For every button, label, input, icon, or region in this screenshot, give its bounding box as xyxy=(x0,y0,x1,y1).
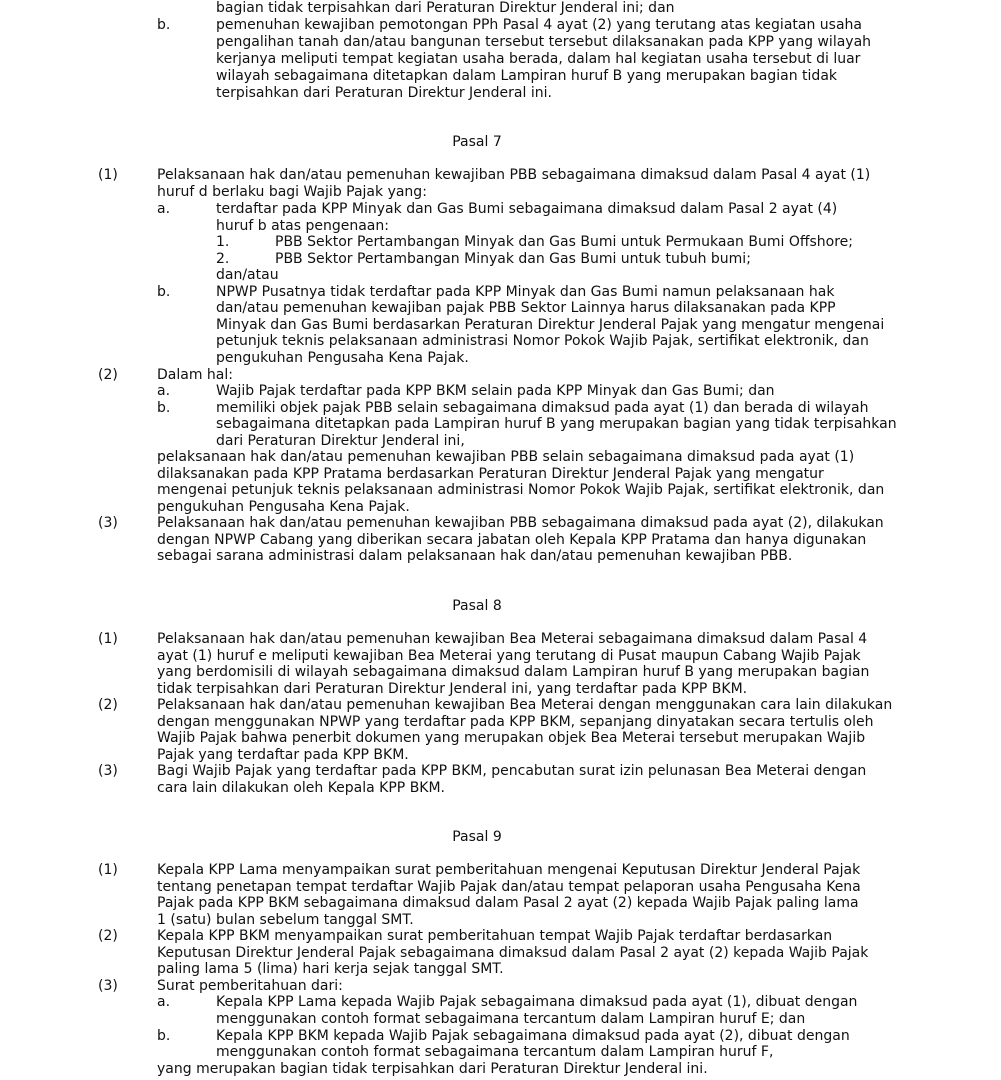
text-line: petunjuk teknis pelaksanaan administrasi Nomor Pokok Wajib Pajak, sertifikat elektronik, dan xyxy=(216,333,869,349)
text-line: Wajib Pajak bahwa penerbit dokumen yang merupakan objek Bea Meterai tersebut merupakan Wajib xyxy=(157,730,866,746)
text-line: Kepala KPP BKM kepada Wajib Pajak sebagaimana dimaksud pada ayat (2), dibuat dengan xyxy=(216,1028,850,1044)
text-line: pengalihan tanah dan/atau bangunan tersebut tersebut dilaksanakan pada KPP yang wilayah xyxy=(216,34,872,50)
text-line: NPWP Pusatnya tidak terdaftar pada KPP Minyak dan Gas Bumi namun pelaksanaan hak xyxy=(216,284,835,300)
text-line: Surat pemberitahuan dari: xyxy=(157,978,343,994)
text-line: paling lama 5 (lima) hari kerja sejak tanggal SMT. xyxy=(157,961,504,977)
text-line: Kepala KPP Lama menyampaikan surat pemberitahuan mengenai Keputusan Direktur Jenderal Pajak xyxy=(157,862,861,878)
text-line: ayat (1) huruf e meliputi kewajiban Bea Meterai yang terutang di Pusat maupun Cabang Wajib Pajak xyxy=(157,648,861,664)
text-line: cara lain dilakukan oleh Kepala KPP BKM. xyxy=(157,780,446,796)
text-line: yang merupakan bagian tidak terpisahkan dari Peraturan Direktur Jenderal ini. xyxy=(157,1061,708,1077)
text-line: dengan menggunakan NPWP yang terdaftar pada KPP BKM, sepanjang dinyatakan secara tertulis oleh xyxy=(157,714,874,730)
list-marker: a. xyxy=(157,201,171,217)
text-line: Pelaksanaan hak dan/atau pemenuhan kewajiban PBB sebagaimana dimaksud pada ayat (2), dilakukan xyxy=(157,515,884,531)
text-line: Kepala KPP Lama kepada Wajib Pajak sebagaimana dimaksud pada ayat (1), dibuat dengan xyxy=(216,994,858,1010)
text-line: menggunakan contoh format sebagaimana tercantum dalam Lampiran huruf F, xyxy=(216,1044,774,1060)
text-line: Dalam hal: xyxy=(157,367,233,383)
text-line: pelaksanaan hak dan/atau pemenuhan kewajiban PBB selain sebagaimana dimaksud pada ayat (1) xyxy=(157,449,855,465)
text-line: pemenuhan kewajiban pemotongan PPh Pasal 4 ayat (2) yang terutang atas kegiatan usaha xyxy=(216,17,862,33)
text-line: yang berdomisili di wilayah sebagaimana dimaksud dalam Lampiran huruf B yang merupakan bagian xyxy=(157,664,870,680)
text-line: dari Peraturan Direktur Jenderal ini, xyxy=(216,433,465,449)
text-line: tidak terpisahkan dari Peraturan Direktur Jenderal ini, yang terdaftar pada KPP BKM. xyxy=(157,681,748,697)
section-heading: Pasal 9 xyxy=(452,829,502,845)
text-line: PBB Sektor Pertambangan Minyak dan Gas Bumi untuk Permukaan Bumi Offshore; xyxy=(275,234,854,250)
text-line: pengukuhan Pengusaha Kena Pajak. xyxy=(216,350,469,366)
text-line: wilayah sebagaimana ditetapkan dalam Lampiran huruf B yang merupakan bagian tidak xyxy=(216,68,838,84)
paragraph-number: (1) xyxy=(98,631,118,647)
text-line: dan/atau xyxy=(216,267,279,283)
text-line: Minyak dan Gas Bumi berdasarkan Peraturan Direktur Jenderal Pajak yang mengatur mengenai xyxy=(216,317,885,333)
text-line: memiliki objek pajak PBB selain sebagaimana dimaksud pada ayat (1) dan berada di wilayah xyxy=(216,400,869,416)
text-line: sebagai sarana administrasi dalam pelaksanaan hak dan/atau pemenuhan kewajiban PBB. xyxy=(157,548,793,564)
text-line: terdaftar pada KPP Minyak dan Gas Bumi sebagaimana dimaksud dalam Pasal 2 ayat (4) xyxy=(216,201,838,217)
text-line: menggunakan contoh format sebagaimana tercantum dalam Lampiran huruf E; dan xyxy=(216,1011,806,1027)
text-line: tentang penetapan tempat terdaftar Wajib Pajak dan/atau tempat pelaporan usaha Pengusaha Kena xyxy=(157,879,861,895)
text-line: 1 (satu) bulan sebelum tanggal SMT. xyxy=(157,912,414,928)
list-marker: 1. xyxy=(216,234,230,250)
text-line: Keputusan Direktur Jenderal Pajak sebagaimana dimaksud dalam Pasal 2 ayat (2) kepada Wajib Pajak xyxy=(157,945,869,961)
list-marker: a. xyxy=(157,383,171,399)
text-line: dan/atau pemenuhan kewajiban pajak PBB Sektor Lainnya harus dilaksanakan pada KPP xyxy=(216,300,836,316)
paragraph-number: (3) xyxy=(98,515,118,531)
text-line: huruf d berlaku bagi Wajib Pajak yang: xyxy=(157,184,427,200)
text-line: terpisahkan dari Peraturan Direktur Jenderal ini. xyxy=(216,85,552,101)
text-line: dengan NPWP Cabang yang diberikan secara jabatan oleh Kepala KPP Pratama dan hanya digunakan xyxy=(157,532,867,548)
text-line: Pelaksanaan hak dan/atau pemenuhan kewajiban PBB sebagaimana dimaksud dalam Pasal 4 ayat (1) xyxy=(157,167,871,183)
section-heading: Pasal 8 xyxy=(452,598,502,614)
list-marker: b. xyxy=(157,1028,171,1044)
text-line: PBB Sektor Pertambangan Minyak dan Gas Bumi untuk tubuh bumi; xyxy=(275,251,751,267)
paragraph-number: (2) xyxy=(98,697,118,713)
paragraph-number: (2) xyxy=(98,367,118,383)
text-line: Kepala KPP BKM menyampaikan surat pemberitahuan tempat Wajib Pajak terdaftar berdasarkan xyxy=(157,928,833,944)
paragraph-number: (3) xyxy=(98,978,118,994)
text-line: sebagaimana ditetapkan pada Lampiran huruf B yang merupakan bagian yang tidak terpisahkan xyxy=(216,416,897,432)
text-line: Bagi Wajib Pajak yang terdaftar pada KPP BKM, pencabutan surat izin pelunasan Bea Meterai dengan xyxy=(157,763,867,779)
text-line: dilaksanakan pada KPP Pratama berdasarkan Peraturan Direktur Jenderal Pajak yang mengatur xyxy=(157,466,824,482)
text-line: bagian tidak terpisahkan dari Peraturan Direktur Jenderal ini; dan xyxy=(216,0,675,16)
paragraph-number: (2) xyxy=(98,928,118,944)
list-marker: 2. xyxy=(216,251,230,267)
text-line: Pajak yang terdaftar pada KPP BKM. xyxy=(157,747,409,763)
list-marker: b. xyxy=(157,17,171,33)
text-line: Pajak pada KPP BKM sebagaimana dimaksud dalam Pasal 2 ayat (2) kepada Wajib Pajak paling lama xyxy=(157,895,859,911)
list-marker: a. xyxy=(157,994,171,1010)
text-line: pengukuhan Pengusaha Kena Pajak. xyxy=(157,499,410,515)
section-heading: Pasal 7 xyxy=(452,134,502,150)
text-line: Pelaksanaan hak dan/atau pemenuhan kewajiban Bea Meterai dengan menggunakan cara lain dilakukan xyxy=(157,697,893,713)
text-line: mengenai petunjuk teknis pelaksanaan administrasi Nomor Pokok Wajib Pajak, sertifikat elektronik, dan xyxy=(157,482,885,498)
paragraph-number: (3) xyxy=(98,763,118,779)
text-line: kerjanya meliputi tempat kegiatan usaha berada, dalam hal kegiatan usaha tersebut di luar xyxy=(216,51,861,67)
list-marker: b. xyxy=(157,400,171,416)
text-line: Pelaksanaan hak dan/atau pemenuhan kewajiban Bea Meterai sebagaimana dimaksud dalam Pasal 4 xyxy=(157,631,868,647)
text-line: huruf b atas pengenaan: xyxy=(216,218,389,234)
list-marker: b. xyxy=(157,284,171,300)
paragraph-number: (1) xyxy=(98,167,118,183)
paragraph-number: (1) xyxy=(98,862,118,878)
text-line: Wajib Pajak terdaftar pada KPP BKM selain pada KPP Minyak dan Gas Bumi; dan xyxy=(216,383,775,399)
